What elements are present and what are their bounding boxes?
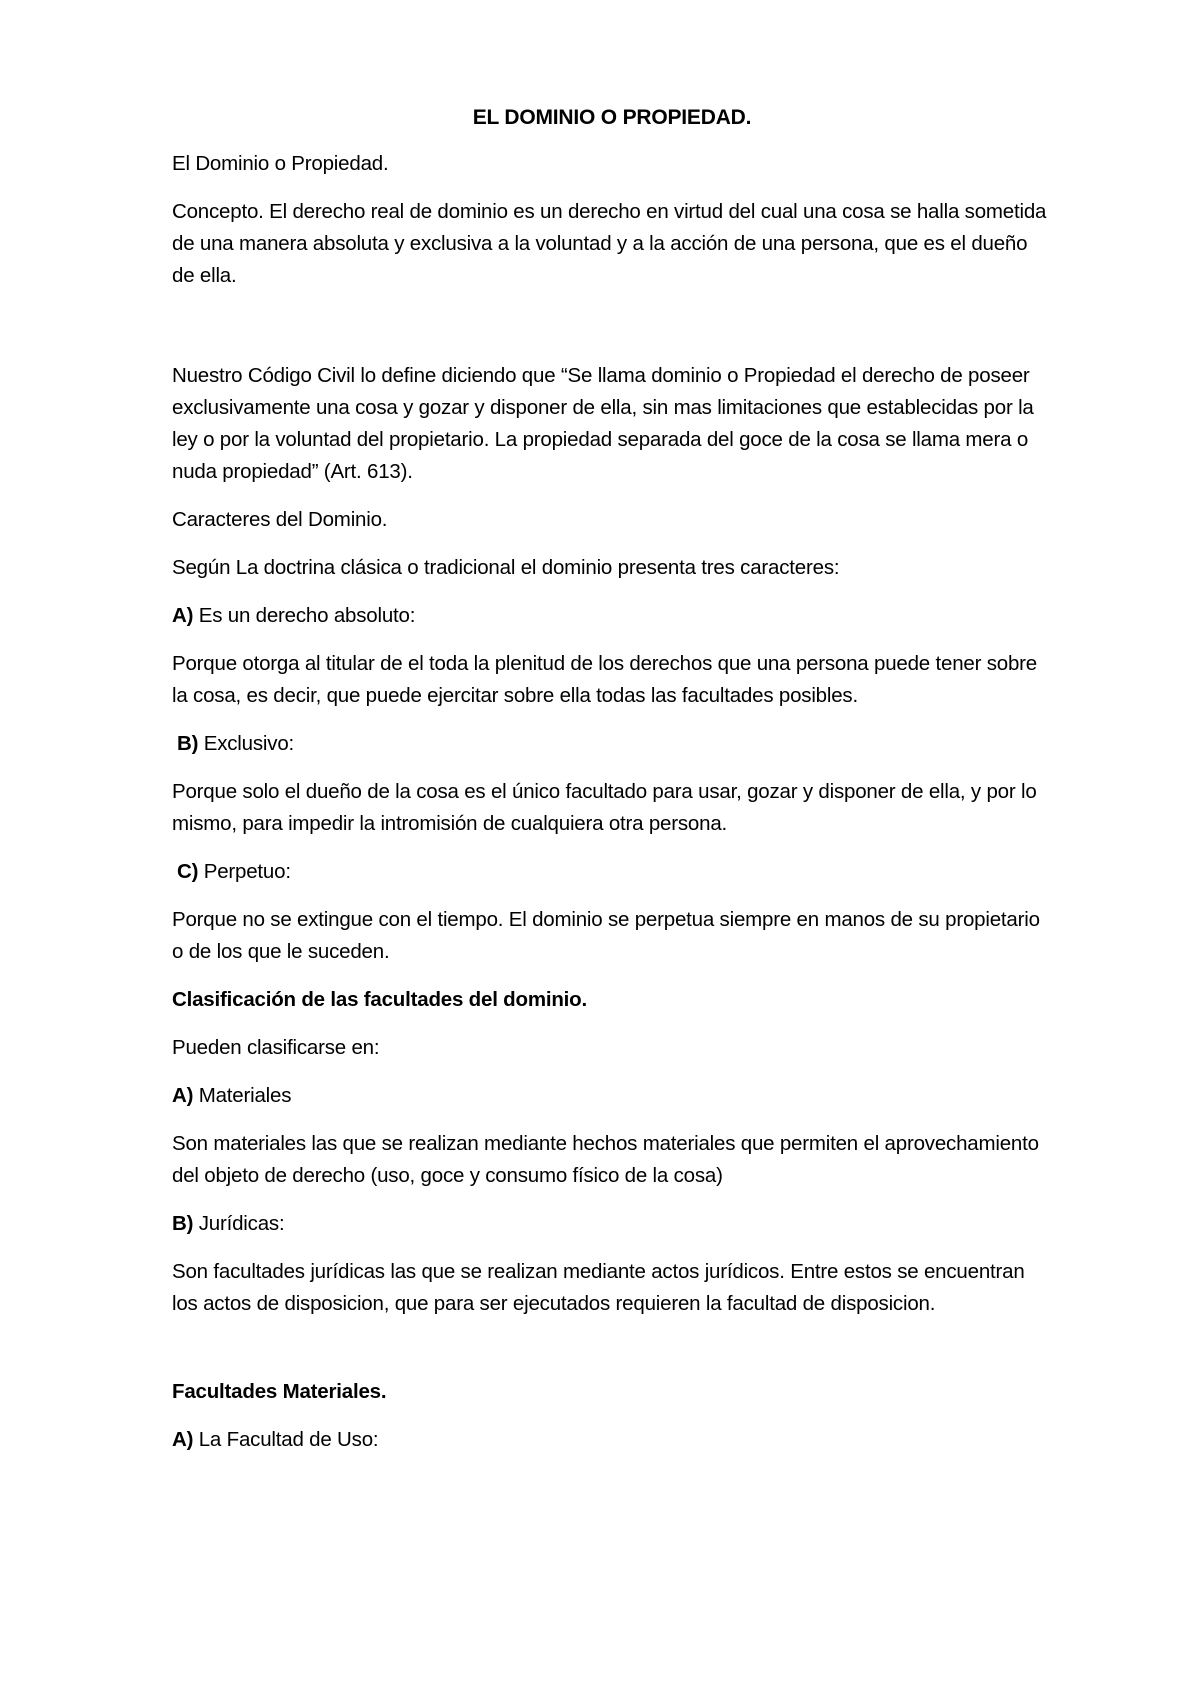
facultades-materiales-heading: Facultades Materiales. <box>172 1380 387 1403</box>
blank-line <box>172 308 1052 360</box>
exclusivo-paragraph: Porque solo el dueño de la cosa es el único facultado para usar, gozar y disponer de ella, y por lo mismo, para impedir la intromisión de cualquiera otra persona. <box>172 780 1037 835</box>
item-label: A) <box>172 1428 194 1451</box>
item-text: Exclusivo: <box>198 732 295 755</box>
item-juridicas <box>172 1208 1052 1240</box>
perpetuo-paragraph: Porque no se extingue con el tiempo. El dominio se perpetua siempre en manos de su propietario o de los que le suceden. <box>172 908 1040 963</box>
item-materiales <box>172 1080 1052 1112</box>
juridicas-paragraph: Son facultades jurídicas las que se realizan mediante actos jurídicos. Entre estos se encuentran los actos de disposicion, que para ser ejecutados requieren la facultad de disposicion. <box>172 1260 1025 1315</box>
item-label: C) <box>177 860 199 883</box>
blank-line <box>172 1336 1052 1376</box>
item-text: Perpetuo: <box>198 860 291 883</box>
absoluto-paragraph: Porque otorga al titular de el toda la plenitud de los derechos que una persona puede tener sobre la cosa, es decir, que puede ejercitar sobre ella todas las facultades posibles. <box>172 652 1038 707</box>
item-text: Materiales <box>193 1084 292 1107</box>
item-label: A) <box>172 604 194 627</box>
item-text: Jurídicas: <box>193 1212 285 1235</box>
civil-code-paragraph: Nuestro Código Civil lo define diciendo que “Se llama dominio o Propiedad el derecho de poseer exclusivamente una cosa y gozar y disponer de ella, sin mas limitaciones que establecidas por la ley o por la voluntad del propietario. La propiedad separada del goce de la cosa se llama mera o nuda propiedad” (Art. 613). <box>172 364 1034 483</box>
materiales-paragraph: Son materiales las que se realizan mediante hechos materiales que permiten el aprovechamiento del objeto de derecho (uso, goce y consumo físico de la cosa) <box>172 1132 1039 1187</box>
item-absoluto <box>172 600 1052 632</box>
item-text: Es un derecho absoluto: <box>193 604 416 627</box>
concept-paragraph: Concepto. El derecho real de dominio es un derecho en virtud del cual una cosa se halla sometida de una manera absoluta y exclusiva a la voluntad y a la acción de una persona, que es el dueño de ella. <box>172 200 1047 287</box>
item-exclusivo <box>172 728 1052 760</box>
item-uso <box>172 1424 1052 1456</box>
document-body <box>172 102 1052 1472</box>
clasificar-paragraph: Pueden clasificarse en: <box>172 1036 380 1059</box>
document-title: EL DOMINIO O PROPIEDAD. <box>472 106 752 129</box>
item-label: B) <box>172 1212 194 1235</box>
item-label: A) <box>172 1084 194 1107</box>
item-perpetuo <box>172 856 1052 888</box>
caracteres-heading: Caracteres del Dominio. <box>172 508 388 531</box>
clasificacion-heading: Clasificación de las facultades del dominio. <box>172 988 587 1011</box>
doctrine-paragraph: Según La doctrina clásica o tradicional el dominio presenta tres caracteres: <box>172 556 840 579</box>
item-text: La Facultad de Uso: <box>193 1428 379 1451</box>
subtitle-paragraph: El Dominio o Propiedad. <box>172 152 389 175</box>
item-label: B) <box>177 732 199 755</box>
